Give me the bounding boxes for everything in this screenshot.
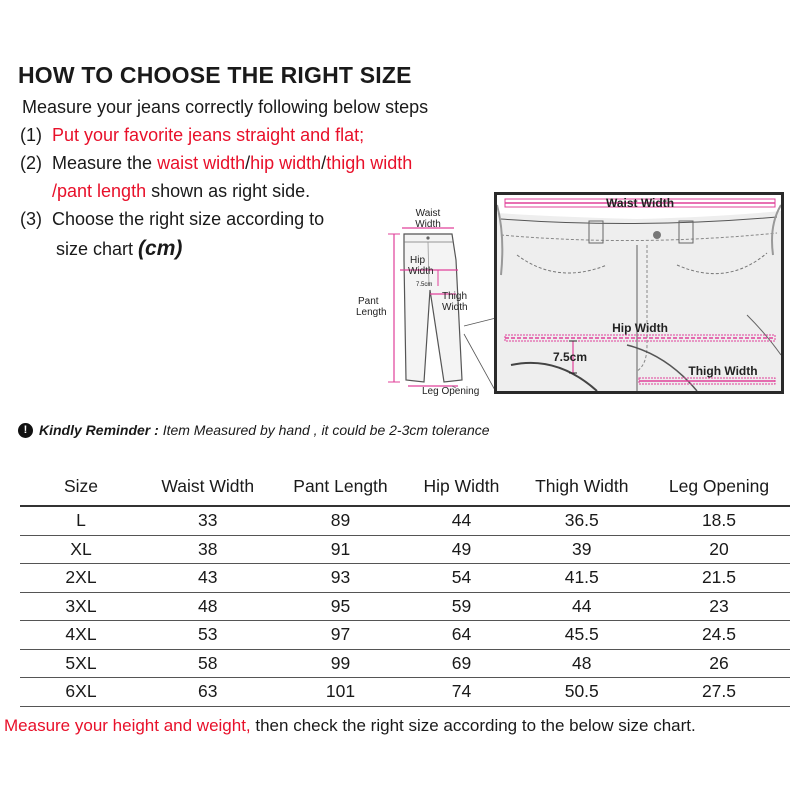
cell-pant-length: 95	[274, 592, 408, 621]
cell-hip: 69	[407, 649, 515, 678]
step-3-text2: size chart	[56, 239, 139, 259]
step-3-number: (3)	[20, 209, 42, 229]
rise-cm-label: 7.5cm	[553, 350, 588, 364]
step-2-hip: hip width	[250, 153, 322, 173]
cell-leg-opening: 18.5	[648, 506, 790, 535]
cell-waist: 48	[142, 592, 274, 621]
step-2-waist: waist width	[157, 153, 246, 173]
reminder-text: Item Measured by hand , it could be 2-3cm tolerance	[162, 422, 490, 438]
cell-thigh: 41.5	[516, 564, 648, 593]
cell-waist: 63	[142, 678, 274, 707]
step-2-slash: /	[245, 153, 251, 173]
cell-leg-opening: 23	[648, 592, 790, 621]
small-cm-label: 7.5cm	[416, 282, 433, 288]
cell-hip: 44	[407, 506, 515, 535]
cell-thigh: 50.5	[516, 678, 648, 707]
cell-size: 3XL	[20, 592, 142, 621]
thigh-width-label: Thigh Width	[688, 364, 758, 378]
step-2-pant: /pant length	[52, 181, 147, 201]
cell-pant-length: 89	[274, 506, 408, 535]
header-waist-width: Waist Width	[142, 466, 274, 506]
note-highlight: Measure your height and weight,	[4, 716, 251, 735]
small-hip-width-label: Width	[408, 266, 434, 277]
small-waist-width-label: Width	[415, 219, 441, 230]
jeans-closeup-drawing	[497, 195, 781, 391]
jeans-closeup-photo	[494, 192, 784, 394]
small-waist-label: Waist	[415, 208, 441, 219]
cell-size: 6XL	[20, 678, 142, 707]
step-2	[20, 152, 412, 174]
cell-thigh: 44	[516, 592, 648, 621]
step-3-text: Choose the right size according to	[52, 209, 325, 229]
cell-pant-length: 97	[274, 621, 408, 650]
table-row	[20, 564, 790, 593]
cell-hip: 49	[407, 535, 515, 564]
table-row	[20, 592, 790, 621]
cell-size: XL	[20, 535, 142, 564]
step-3	[20, 208, 324, 230]
small-length-label: Length	[356, 307, 387, 318]
jeans-diagram-small	[352, 200, 496, 400]
table-row	[20, 535, 790, 564]
cell-leg-opening: 21.5	[648, 564, 790, 593]
cell-hip: 74	[407, 678, 515, 707]
step-2-rest: shown as right side.	[146, 181, 311, 201]
cell-size: 2XL	[20, 564, 142, 593]
waist-width-label: Waist Width	[605, 196, 675, 210]
cell-pant-length: 101	[274, 678, 408, 707]
step-1-text: Put your favorite jeans straight and flat;	[52, 125, 365, 145]
step-3-continued	[56, 238, 182, 260]
reminder-label: Kindly Reminder :	[39, 422, 163, 438]
cell-waist: 58	[142, 649, 274, 678]
step-2-text: Measure the	[52, 153, 158, 173]
cell-thigh: 36.5	[516, 506, 648, 535]
table-row	[20, 506, 790, 535]
table-row	[20, 678, 790, 707]
cell-waist: 53	[142, 621, 274, 650]
step-2-number: (2)	[20, 153, 42, 173]
page-title: HOW TO CHOOSE THE RIGHT SIZE	[18, 62, 412, 88]
size-chart-table	[20, 466, 790, 707]
step-1	[20, 124, 364, 146]
table-header-row	[20, 466, 790, 506]
height-weight-note	[4, 716, 696, 736]
cell-pant-length: 93	[274, 564, 408, 593]
table-row	[20, 621, 790, 650]
cell-thigh: 45.5	[516, 621, 648, 650]
cell-size: 4XL	[20, 621, 142, 650]
header-pant-length: Pant Length	[274, 466, 408, 506]
step-2-thigh: thigh width	[326, 153, 413, 173]
small-pant-label: Pant	[358, 296, 379, 307]
small-thigh-label: Thigh	[442, 291, 468, 302]
cell-leg-opening: 26	[648, 649, 790, 678]
cell-pant-length: 91	[274, 535, 408, 564]
cell-pant-length: 99	[274, 649, 408, 678]
step-1-number: (1)	[20, 125, 42, 145]
exclamation-icon: !	[18, 423, 33, 438]
cell-waist: 43	[142, 564, 274, 593]
header-leg-opening: Leg Opening	[648, 466, 790, 506]
cell-size: L	[20, 506, 142, 535]
small-leg-opening-label: Leg Opening	[422, 386, 480, 397]
cell-leg-opening: 27.5	[648, 678, 790, 707]
step-2-continued	[52, 180, 310, 202]
cell-hip: 54	[407, 564, 515, 593]
cell-waist: 33	[142, 506, 274, 535]
header-size: Size	[20, 466, 142, 506]
step-2-slash: /	[321, 153, 327, 173]
header-hip-width: Hip Width	[407, 466, 515, 506]
tolerance-reminder	[18, 422, 490, 438]
cell-leg-opening: 24.5	[648, 621, 790, 650]
small-thigh-width-label: Width	[442, 302, 468, 313]
cell-waist: 38	[142, 535, 274, 564]
note-rest: then check the right size according to the below size chart.	[250, 716, 696, 735]
cell-hip: 64	[407, 621, 515, 650]
cell-size: 5XL	[20, 649, 142, 678]
cell-leg-opening: 20	[648, 535, 790, 564]
intro-text: Measure your jeans correctly following below steps	[22, 97, 429, 117]
hip-width-label: Hip Width	[612, 321, 668, 335]
unit-cm: (cm)	[138, 237, 183, 260]
cell-thigh: 48	[516, 649, 648, 678]
small-hip-label: Hip	[410, 255, 426, 266]
table-row	[20, 649, 790, 678]
cell-hip: 59	[407, 592, 515, 621]
header-thigh-width: Thigh Width	[516, 466, 648, 506]
cell-thigh: 39	[516, 535, 648, 564]
